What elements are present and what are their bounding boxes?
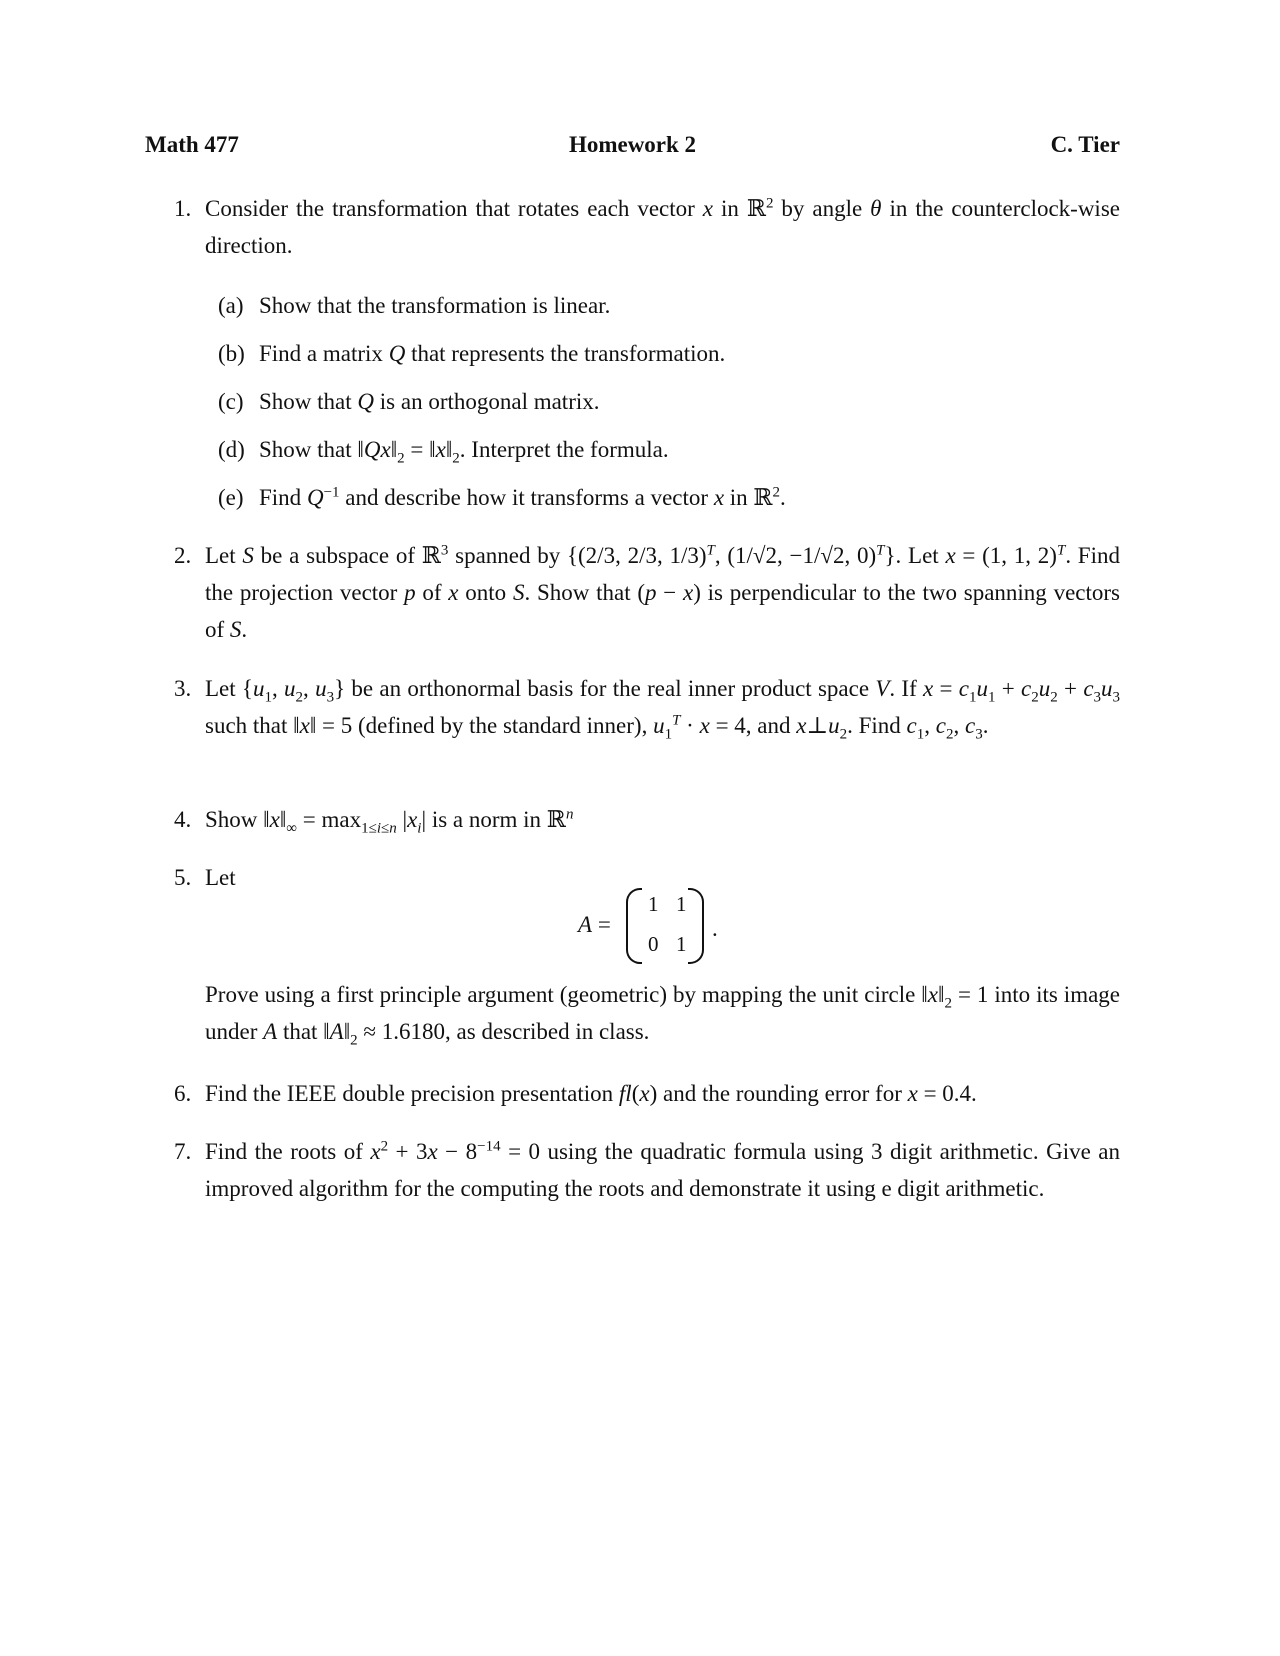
problem-number: 4. bbox=[174, 807, 192, 832]
part-text: Find $Q^{-1}$ and describe how it transforms a vector x in ℝ$^2$. bbox=[259, 484, 786, 510]
problem-number: 6. bbox=[174, 1081, 192, 1106]
part-a bbox=[218, 287, 1118, 335]
part-e bbox=[218, 479, 1118, 527]
problem-3 bbox=[174, 670, 1120, 744]
problem-1-parts bbox=[218, 287, 1118, 527]
part-text: Show that Q is an orthogonal matrix. bbox=[259, 389, 600, 414]
period: . bbox=[712, 916, 718, 941]
problem-text: Show $‖x‖_\infty = \max_{1\le i\le n} |x_i|$ is a norm in ℝ$^n$ bbox=[205, 806, 574, 837]
problem-text: Prove using a first principle argument (geometric) by mapping the unit circle $‖x‖_2 = 1$ into its image under A that $‖A‖_2 \approx 1.6180$, as described in class. bbox=[205, 982, 1121, 1049]
problem-text: Consider the transformation that rotates each vector x in ℝ$^2$ by angle θ in the counterclock-wise direction. bbox=[205, 195, 1120, 258]
part-b bbox=[218, 335, 1118, 383]
homework-title: Homework 2 bbox=[568, 132, 697, 157]
right-paren bbox=[688, 888, 704, 964]
part-text: Find a matrix Q that represents the transformation. bbox=[259, 341, 726, 366]
problem-2 bbox=[174, 537, 1120, 648]
problem-6 bbox=[174, 1075, 1120, 1112]
matrix-cell: 1 bbox=[676, 932, 687, 956]
page-header bbox=[145, 126, 1120, 160]
problem-text: Find the roots of $x^2 + 3x - 8^{-14} = 0$ using the quadratic formula using 3 digit arithmetic. Give an improved algorithm for the computing the roots and demonstrate it using e digit arithmetic. bbox=[205, 1138, 1120, 1201]
matrix-cell: 1 bbox=[676, 892, 687, 916]
problem-number: 3. bbox=[174, 676, 192, 701]
problem-intro: Let bbox=[205, 865, 236, 890]
problem-number: 5. bbox=[174, 865, 192, 890]
course-name: Math 477 bbox=[145, 132, 239, 157]
part-d bbox=[218, 431, 1118, 479]
part-text: Show that the transformation is linear. bbox=[259, 293, 611, 318]
left-paren bbox=[626, 888, 642, 964]
part-label: (b) bbox=[218, 341, 245, 366]
problem-number: 7. bbox=[174, 1139, 192, 1164]
problem-1 bbox=[174, 190, 1120, 264]
problem-text: Let S be a subspace of ℝ$^3$ spanned by {(2/3, 2/3, 1/3)$^T$, (1/√2, −1/√2, 0)$^T$}. Let x = (1, 1, 2)$^T$. Find the projection vector p of x onto S. Show that (p − x) is perpendicular to the two spanning vectors of S. bbox=[205, 542, 1120, 642]
part-text: Show that $‖Qx‖_2$ = $‖x‖_2$. Interpret the formula. bbox=[259, 437, 669, 467]
matrix-A bbox=[578, 886, 758, 966]
matrix-cell: 1 bbox=[648, 892, 659, 916]
problem-5-body bbox=[174, 976, 1120, 1050]
part-label: (c) bbox=[218, 389, 244, 414]
instructor-name: C. Tier bbox=[1050, 132, 1120, 157]
matrix-name: A bbox=[578, 912, 593, 937]
problem-number: 1. bbox=[174, 196, 192, 221]
part-label: (a) bbox=[218, 293, 244, 318]
problem-text: Find the IEEE double precision presentation fl(x) and the rounding error for x = 0.4. bbox=[205, 1081, 977, 1106]
problem-7 bbox=[174, 1133, 1120, 1207]
problem-number: 2. bbox=[174, 543, 192, 568]
part-label: (d) bbox=[218, 437, 245, 462]
problem-4 bbox=[174, 801, 1120, 838]
matrix-lhs: A = bbox=[578, 912, 611, 937]
part-label: (e) bbox=[218, 485, 244, 510]
part-c bbox=[218, 383, 1118, 431]
matrix-cell: 0 bbox=[648, 932, 659, 956]
problem-text: Let {$u_1$, $u_2$, $u_3$} be an orthonormal basis for the real inner product space V. If $x = c_1u_1 + c_2u_2 + c_3u_3$ such that ‖x‖ = 5 (defined by the standard inner), $u_1^T \cdot x = 4$, and $x\perp u_2$. Find $c_1$, $c_2$, $c_3$. bbox=[205, 676, 1121, 743]
